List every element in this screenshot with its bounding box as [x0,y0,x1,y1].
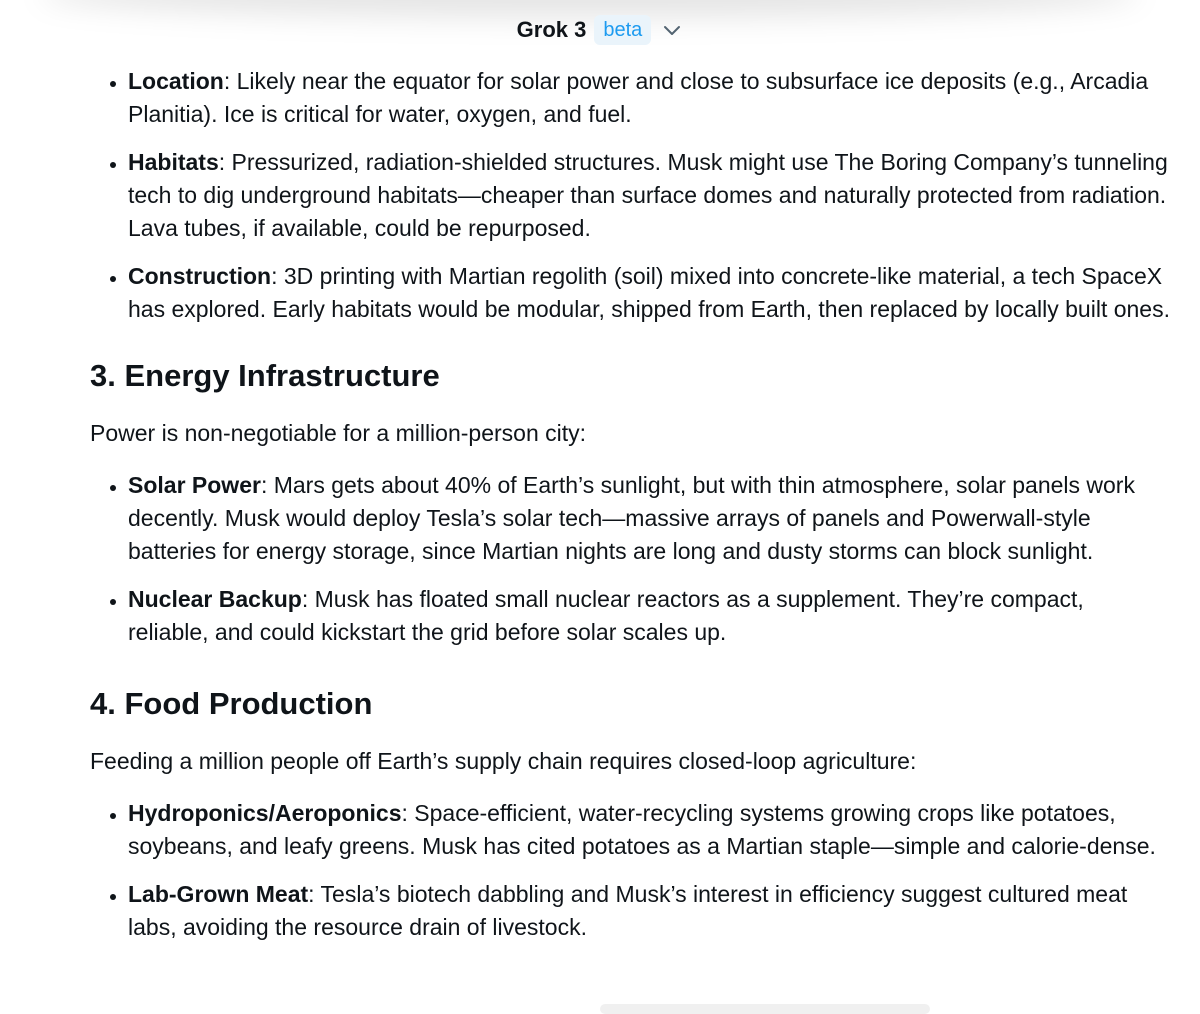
scroll-shadow [600,1004,930,1014]
item-title: Nuclear Backup [128,586,302,612]
food-list [90,797,1170,944]
item-text: : 3D printing with Martian regolith (soil) mixed into concrete-like material, a tech SpaceX has explored. Early habitats would be modular, shipped from Earth, then replaced by locally built ones. [128,263,1170,322]
beta-badge: beta [594,15,651,45]
item-text: : Likely near the equator for solar power and close to subsurface ice deposits (e.g., Arcadia Planitia). Ice is critical for water, oxygen, and fuel. [128,68,1149,127]
list-item [128,797,1170,863]
chevron-down-icon[interactable] [661,19,683,41]
response-message [90,60,1170,959]
item-title: Location [128,68,224,94]
section-intro-food: Feeding a million people off Earth’s supply chain requires closed-loop agriculture: [90,748,917,774]
item-text: : Pressurized, radiation-shielded structures. Musk might use The Boring Company’s tunneling tech to dig underground habitats—cheaper than surface domes and naturally protected from radiation. Lava tubes, if available, could be repurposed. [128,149,1168,241]
section-intro-energy: Power is non-negotiable for a million-person city: [90,420,587,446]
item-title: Construction [128,263,272,289]
model-name[interactable]: Grok 3 [516,17,587,42]
item-title: Lab-Grown Meat [128,881,309,907]
item-text: : Musk has floated small nuclear reactors as a supplement. They’re compact, reliable, and could kickstart the grid before solar scales up. [128,586,1084,645]
model-selector[interactable] [0,12,1200,48]
item-title: Habitats [128,149,219,175]
list-item [128,878,1170,944]
list-item [128,146,1170,245]
list-item [128,583,1170,649]
section-heading-energy: 3. Energy Infrastructure [90,358,440,393]
item-title: Hydroponics/Aeroponics [128,800,402,826]
energy-list [90,469,1170,649]
item-text: : Space-efficient, water-recycling systems growing crops like potatoes, soybeans, and leafy greens. Musk has cited potatoes as a Martian staple—simple and calorie-dense. [128,800,1156,859]
item-title: Solar Power [128,472,261,498]
habitat-list [90,65,1170,326]
item-text: : Tesla’s biotech dabbling and Musk’s interest in efficiency suggest cultured meat labs, avoiding the resource drain of livestock. [128,881,1128,940]
list-item [128,469,1170,568]
list-item [128,260,1170,326]
item-text: : Mars gets about 40% of Earth’s sunlight, but with thin atmosphere, solar panels work decently. Musk would deploy Tesla’s solar tech—massive arrays of panels and Powerwall-style batteries for energy storage, since Martian nights are long and dusty storms can block sunlight. [128,472,1135,564]
section-heading-food: 4. Food Production [90,686,373,721]
list-item [128,65,1170,131]
